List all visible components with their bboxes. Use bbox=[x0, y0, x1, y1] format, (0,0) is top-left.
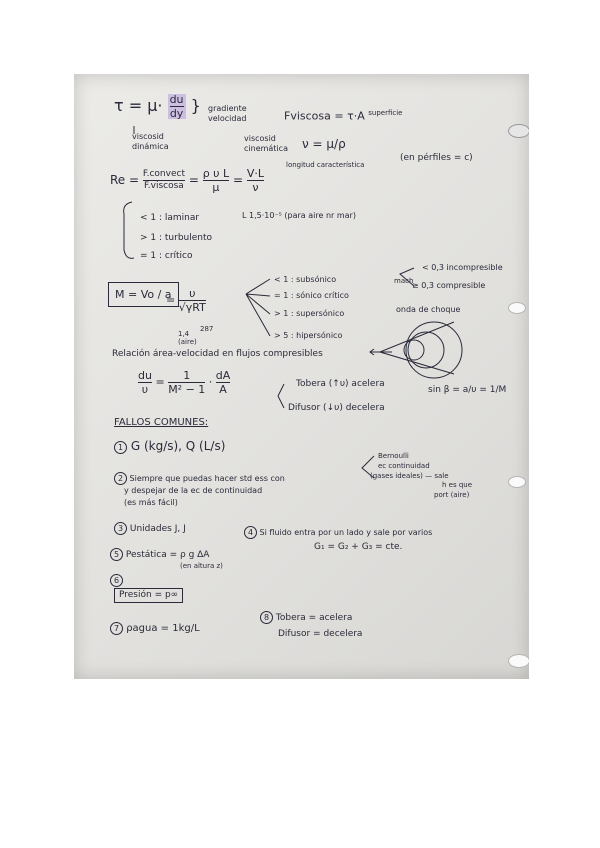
viscous-force-equation: Fviscosa = τ·A $^{superficie}$ bbox=[284, 109, 403, 123]
mistake-3: 3 Unidades J, J bbox=[114, 522, 186, 535]
nozzle-note: Tobera (↑υ) acelera bbox=[296, 379, 385, 389]
regime-critical: = 1 : crítico bbox=[140, 251, 193, 261]
mach-sonic: = 1 : sónico crítico bbox=[274, 291, 349, 300]
profiles-note: (en pérfiles = c) bbox=[400, 153, 473, 163]
mistake-5: 5 Pestática = ρ g ΔA (en altura z) bbox=[110, 548, 223, 571]
diffuser-note: Difusor (↓υ) decelera bbox=[288, 403, 385, 413]
mistake-8: 8 Tobera = acelera Difusor = decelera bbox=[260, 610, 362, 642]
shock-wave-label: onda de choque bbox=[396, 305, 461, 314]
shock-cone-sketch bbox=[370, 322, 462, 378]
regime-laminar: < 1 : laminar bbox=[140, 213, 200, 223]
regime-turbulent: > 1 : turbulento bbox=[140, 233, 213, 243]
regime-bracket bbox=[124, 202, 134, 258]
area-velocity-brace bbox=[278, 384, 284, 408]
mistake-6: 6 bbox=[110, 574, 123, 587]
notes-sketches bbox=[74, 74, 529, 679]
mach-branch-lines bbox=[246, 279, 270, 336]
gamma-note: 1,4 (aire) bbox=[178, 330, 197, 347]
mistake-4: 4 Si fluido entra por un lado y sale por varios G₁ = G₂ + G₃ = cte. bbox=[244, 526, 432, 554]
mach-definition-box: M = Vo / a bbox=[108, 282, 179, 307]
reynolds-equation: Re = $\frac{\text{F.convect}}{\text{F.viscosa}}$ = $\frac{\text{ρ υ L}}{\mu}$ = $\frac{V\cdot L}{\nu}$ bbox=[110, 167, 265, 194]
mach-hypersonic: > 5 : hipersónico bbox=[274, 331, 343, 340]
mistake-2: 2 Siempre que puedas hacer std ess con y despejar de la ec de continuidad (es más fácil) bbox=[114, 472, 285, 509]
area-velocity-equation: $\frac{du}{\upsilon}$ = $\frac{1}{\text{M² − 1}}$ · $\frac{dA}{A}$ bbox=[138, 369, 231, 396]
mach-label: mach bbox=[394, 277, 414, 285]
compressible-note: ≥ 0,3 compresible bbox=[412, 281, 486, 290]
mach-sound-speed: = $\frac{\upsilon}{\text{√γRT}}$ bbox=[166, 287, 206, 314]
common-mistakes-title: FALLOS COMUNES: bbox=[114, 417, 209, 428]
incompressible-note: < 0,3 incompresible bbox=[422, 263, 503, 272]
mach-angle-equation: sin β = a/υ = 1/M bbox=[428, 385, 507, 395]
notebook-page-photo bbox=[74, 74, 529, 679]
mistake-1: 1 G (kg/s), Q (L/s) bbox=[114, 440, 225, 454]
mach-supersonic: > 1 : supersónico bbox=[274, 309, 345, 318]
gradient-label: gradiente velocidad bbox=[208, 104, 247, 123]
shear-equation: τ = μ· $\frac{du}{dy}$ } bbox=[114, 93, 201, 120]
mach-subsonic: < 1 : subsónico bbox=[274, 275, 337, 284]
subsonic-brace bbox=[400, 268, 414, 286]
bernoulli-note: Bernoulli ec continuidad (gases ideales) — sale h es que port (aire) bbox=[370, 452, 473, 500]
bernoulli-brace bbox=[362, 456, 374, 478]
characteristic-length-label: longitud característica bbox=[286, 161, 365, 169]
r-constant-note: 287 bbox=[200, 325, 214, 333]
pressure-box: Presión = p∞ bbox=[114, 588, 183, 603]
air-viscosity-note: L 1,5·10⁻⁵ (para aire nr mar) bbox=[242, 211, 356, 220]
kinematic-viscosity-label: viscosid cinemática bbox=[244, 134, 288, 153]
kinematic-viscosity-equation: ν = μ/ρ bbox=[302, 137, 346, 151]
mistake-7: 7 ρagua = 1kg/L bbox=[110, 622, 200, 635]
dynamic-viscosity-label: viscosid dinámica bbox=[132, 132, 169, 151]
area-velocity-title: Relación área-velocidad en flujos compresibles bbox=[112, 349, 323, 359]
